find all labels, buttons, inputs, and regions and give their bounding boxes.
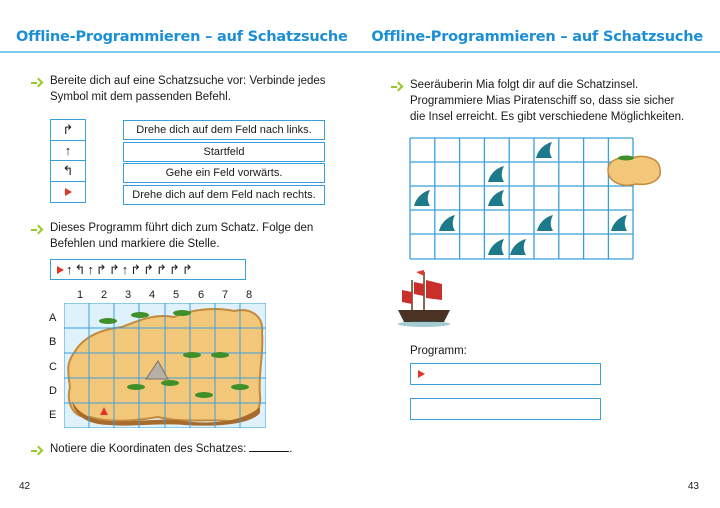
task1-text <box>50 73 326 105</box>
column-label: 4 <box>148 289 156 301</box>
sea-grid <box>409 137 634 261</box>
bullet-arrow-icon <box>31 225 41 235</box>
command-box[interactable]: Drehe dich auf dem Feld nach links. <box>123 120 325 140</box>
program-input-1[interactable] <box>410 363 601 385</box>
task1-line: Bereite dich auf eine Schatzsuche vor: Verbinde jedes <box>50 75 326 87</box>
start-triangle-icon <box>65 188 72 196</box>
program-step: ↱ <box>181 261 193 277</box>
program-step: ↱ <box>130 261 142 277</box>
task2-text <box>50 220 313 252</box>
shark-fin-icon <box>488 239 504 255</box>
program-step: ↰ <box>74 261 86 277</box>
header-divider <box>360 51 720 53</box>
task3-text <box>50 441 292 457</box>
program-step: ↑ <box>87 262 94 277</box>
bullet-arrow-icon <box>391 82 401 92</box>
page-title: Offline-Programmieren – auf Schatzsuche <box>16 29 348 45</box>
row-label: A <box>49 312 57 324</box>
treasure-island-map <box>64 303 266 428</box>
column-label: 7 <box>221 289 229 301</box>
program-step: ↱ <box>95 261 107 277</box>
symbol-list <box>50 119 86 203</box>
page-number: 42 <box>19 481 31 492</box>
shark-fin-icon <box>439 215 455 231</box>
row-label: B <box>49 336 57 348</box>
program-step: ↱ <box>156 261 167 277</box>
task1-line: Symbol mit dem passenden Befehl. <box>50 91 231 103</box>
task-line: Programmiere Mias Piratenschiff so, dass sie sicher <box>410 95 675 107</box>
right-page <box>360 0 720 508</box>
program-label: Programm: <box>410 345 467 357</box>
command-box[interactable]: Drehe dich auf dem Feld nach rechts. <box>123 185 325 205</box>
task-line: die Insel erreicht. Es gibt verschiedene Möglichkeiten. <box>410 111 685 123</box>
shark-fin-icon <box>611 215 627 231</box>
task2-line: Dieses Programm führt dich zum Schatz. Folge den <box>50 222 314 234</box>
page-number: 43 <box>687 481 699 492</box>
start-symbol[interactable] <box>51 182 85 203</box>
shark-fin-icon <box>414 190 430 206</box>
column-label: 5 <box>172 289 180 301</box>
pirate-ship-icon <box>396 268 454 330</box>
program-step: ↱ <box>143 261 155 277</box>
program-step: ↑ <box>121 262 129 277</box>
row-label: E <box>49 409 57 421</box>
bullet-arrow-icon <box>31 78 41 88</box>
start-triangle-icon <box>57 266 64 274</box>
program-input-2[interactable] <box>410 398 601 420</box>
sharks <box>414 142 627 255</box>
header-divider <box>0 51 360 53</box>
program-sequence <box>50 259 246 280</box>
shark-fin-icon <box>537 215 553 231</box>
task2-line: Befehlen und markiere die Stelle. <box>50 238 220 250</box>
column-label: 8 <box>245 289 253 301</box>
program-step: ↑ <box>66 262 73 277</box>
shark-fin-icon <box>488 190 504 206</box>
task3-end: . <box>289 443 293 455</box>
answer-blank[interactable] <box>249 451 289 452</box>
treasure-island-icon <box>604 150 664 190</box>
forward-symbol[interactable]: ↑ <box>51 141 85 162</box>
task-line: Seeräuberin Mia folgt dir auf die Schatzinsel. <box>410 79 639 91</box>
task3-prompt: Notiere die Koordinaten des Schatzes: <box>50 443 247 455</box>
row-label: D <box>49 385 57 397</box>
turn-right-symbol[interactable]: ↱ <box>51 120 85 141</box>
turn-left-symbol[interactable]: ↰ <box>51 161 85 182</box>
shark-fin-icon <box>488 166 504 182</box>
task-text <box>410 77 684 125</box>
column-label: 6 <box>197 289 205 301</box>
shark-fin-icon <box>510 239 526 255</box>
column-label: 2 <box>100 289 108 301</box>
program-step: ↱ <box>108 261 120 277</box>
row-label: C <box>49 361 57 373</box>
start-triangle-icon <box>418 370 425 378</box>
bullet-arrow-icon <box>31 446 41 456</box>
program-step: ↱ <box>168 261 180 277</box>
column-label: 3 <box>124 289 132 301</box>
page-title: Offline-Programmieren – auf Schatzsuche <box>371 29 703 45</box>
command-box[interactable]: Gehe ein Feld vorwärts. <box>123 163 325 183</box>
shark-fin-icon <box>536 142 552 158</box>
command-box[interactable]: Startfeld <box>123 142 325 162</box>
column-label: 1 <box>76 289 84 301</box>
